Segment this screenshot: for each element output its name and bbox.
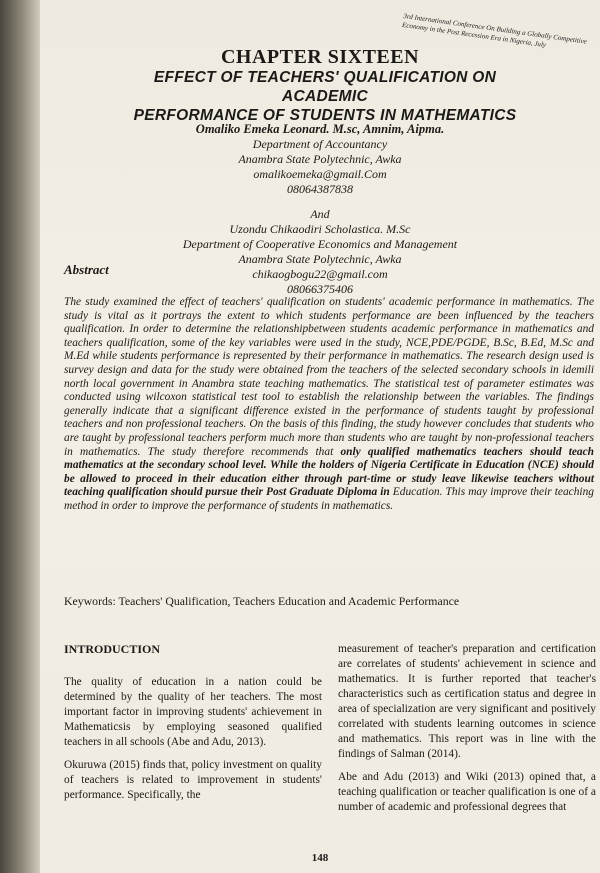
abstract-bold-text: only qualified mathematics teachers should teach mathematics at the secondary school level. While the holders of Nigeria Certificate in Education (NCE) should be allowed to proceed in their education either through part-time or study leave likewise teachers without teaching qualification should pursue their Post Graduate Diploma in (64, 445, 595, 499)
introduction-heading: INTRODUCTION (64, 642, 161, 656)
left-column (64, 642, 322, 811)
author-1-phone: 08064387838 (287, 182, 353, 196)
chapter-heading: CHAPTER SIXTEEN (220, 46, 420, 68)
author-block-2 (120, 222, 520, 297)
left-paragraph-1: The quality of education in a nation could be determined by the quality of her teachers. The most important factor in improving students' achievement in Mathematicsis by employing seasoned qualified teachers in all schools (Abe and Adu, 2013). (64, 676, 322, 748)
abstract-body (64, 296, 594, 514)
author-1-institution: Anambra State Polytechnic, Awka (238, 152, 402, 166)
author-2-phone: 08066375406 (287, 282, 353, 296)
title-line-1: EFFECT OF TEACHERS' QUALIFICATION ON ACADEMIC (153, 69, 497, 105)
abstract-text-1: The study examined the effect of teachers' qualification on students' academic performance in mathematics. The study is vital as it portrays the extent to which students performance are been influenced by the teachers qualification. In order to determine the relationshipbetween students academic performance in mathematics and teachers qualification, some of the key variables were used in the study, NCE,PDE/PGDE, B.Sc, B.Ed, M.Sc and M.Ed while students performance is represented by their performance in mathematics. The research design used is survey design and data for the study were obtained from the teachers of the selected secondary schools in idemili north local government in Anambra state teaching mathematics. The statistical test of parameter estimates was conducted using wilcoxon statistical test tool to establish the relationship between the variables. The findings generally indicate that a significant difference existed in the performance of students taught by professional teachers and non professional teachers. On the basis of this finding, the study however concludes that students who are taught by professional teachers perform much more than students who are taught by non-professional teachers in mathematics. The study therefore recommends that (64, 296, 594, 458)
right-paragraph-1: measurement of teacher's preparation and certification are correlates of students' achievement in science and mathematics. It is further reported that teacher's characteristics such as certification status and degree in area of specialization are very significant and positively correlated with students learning outcomes in science and mathematics. This report was in line with the findings of Salman (2014). (338, 643, 596, 760)
author-2-department: Department of Cooperative Economics and Management (182, 237, 458, 251)
author-1-email: omalikoemeka@gmail.Com (253, 167, 387, 181)
page-number: 148 (311, 852, 329, 864)
running-header: 3rd International Conference On Building a Globally Competitive Economy in the Post Recession Era in Nigeria, July (401, 12, 588, 50)
abstract-text-2: Education. This may improve their teaching method in order to improve the performance of students in mathematics. (64, 486, 594, 512)
right-column (338, 642, 596, 823)
right-paragraph-2: Abe and Adu (2013) and Wiki (2013) opined that, a teaching qualification or teacher qualification is one of a number of academic and professional degrees that (338, 771, 596, 813)
keywords-line: Keywords: Teachers' Qualification, Teachers Education and Academic Performance (64, 594, 460, 608)
abstract-heading: Abstract (64, 262, 109, 277)
author-block-1 (120, 122, 520, 197)
paper-title (110, 68, 540, 125)
book-page (40, 0, 600, 873)
author-1-department: Department of Accountancy (252, 137, 388, 151)
author-2-institution: Anambra State Polytechnic, Awka (238, 252, 402, 266)
title-line-2: PERFORMANCE OF STUDENTS IN MATHEMATICS (133, 107, 517, 124)
author-2-email: chikaogbogu22@gmail.com (252, 267, 388, 281)
left-paragraph-2: Okuruwa (2015) finds that, policy investment on quality of teachers is related to improvement in students' performance. Specifically, the (64, 759, 322, 801)
author-1-name: Omaliko Emeka Leonard. M.sc, Amnim, Aipma. (195, 122, 445, 136)
author-2-name: Uzondu Chikaodiri Scholastica. M.Sc (229, 222, 411, 236)
and-separator: And (310, 207, 330, 221)
